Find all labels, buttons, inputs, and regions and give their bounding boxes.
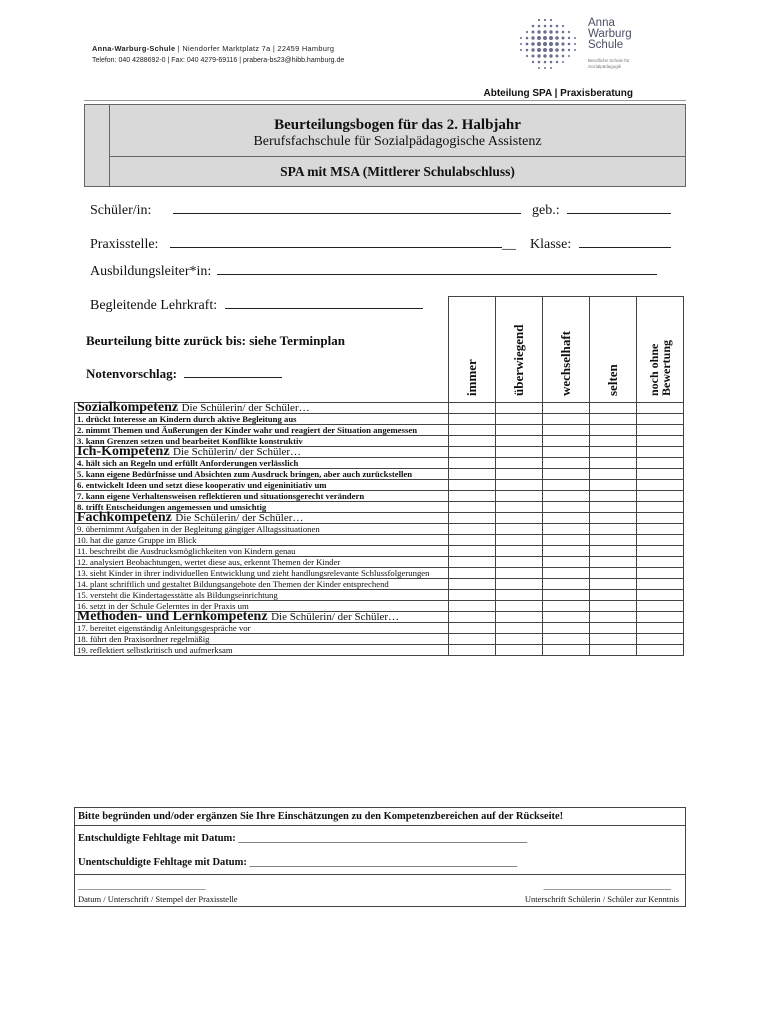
rating-cell[interactable]: [637, 645, 684, 656]
rating-cell[interactable]: [543, 590, 590, 601]
item-row: [75, 634, 684, 645]
school-contact: Telefon: 040 4288692-0 | Fax: 040 4279-69116 | prabera-bs23@hibb.hamburg.de: [92, 57, 345, 64]
title-box: [84, 104, 686, 187]
rating-cell[interactable]: [496, 568, 543, 579]
rating-cell[interactable]: [590, 590, 637, 601]
return-note: Beurteilung bitte zurück bis: siehe Terminplan: [86, 333, 345, 348]
item-text: 10. hat die ganze Gruppe im Blick: [75, 535, 449, 546]
rating-cell[interactable]: [543, 557, 590, 568]
rating-cell[interactable]: [637, 502, 684, 513]
logo-line-1: Anna: [588, 17, 615, 29]
rating-cell[interactable]: [449, 425, 496, 436]
item-text: 6. entwickelt Ideen und setzt diese kooperativ und eigeninitiativ um: [75, 480, 449, 491]
column-noch-ohne-bewertung-label: [648, 340, 672, 396]
department-label: Abteilung SPA | Praxisberatung: [483, 88, 633, 99]
assessment-table: [74, 296, 684, 656]
section-subtitle: Die Schülerin/ der Schüler…: [175, 512, 304, 524]
rating-cell[interactable]: [449, 623, 496, 634]
rating-cell[interactable]: [449, 535, 496, 546]
rating-cell[interactable]: [449, 491, 496, 502]
excused-line[interactable]: _______________________________________________________: [238, 833, 528, 844]
unexcused-row: [78, 856, 682, 870]
item-row: [75, 480, 684, 491]
rating-cell[interactable]: [496, 524, 543, 535]
rating-cell[interactable]: [590, 469, 637, 480]
logo-subtitle: [588, 58, 630, 70]
rating-cell[interactable]: [637, 458, 684, 469]
item-text: 4. hält sich an Regeln und erfüllt Anforderungen verlässlich: [75, 458, 449, 469]
born-field: [532, 202, 671, 219]
column-selten: [590, 297, 637, 403]
rating-cell[interactable]: [543, 414, 590, 425]
rating-cell[interactable]: [590, 458, 637, 469]
student-input-line[interactable]: [173, 202, 521, 214]
column-selten-label: selten: [605, 364, 620, 396]
justify-note-row: [74, 807, 686, 825]
rating-cell[interactable]: [590, 535, 637, 546]
item-text: 1. drückt Interesse an Kindern durch aktive Begleitung aus: [75, 414, 449, 425]
rating-cell[interactable]: [496, 513, 543, 524]
class-input-line[interactable]: [579, 236, 671, 248]
rating-cell[interactable]: [449, 414, 496, 425]
rating-cell[interactable]: [449, 612, 496, 623]
header-row: [75, 297, 684, 403]
rating-cell[interactable]: [449, 469, 496, 480]
column-immer: [449, 297, 496, 403]
excused-label: Entschuldigte Fehltage mit Datum:: [78, 833, 236, 844]
rating-cell[interactable]: [590, 579, 637, 590]
column-wechselhaft-label: wechselhaft: [558, 331, 573, 396]
item-text: 17. bereitet eigenständig Anleitungsgespräche vor: [75, 623, 449, 634]
rating-cell[interactable]: [543, 469, 590, 480]
rating-cell[interactable]: [637, 414, 684, 425]
rating-cell[interactable]: [590, 502, 637, 513]
section-header-row: [75, 403, 684, 414]
rating-cell[interactable]: [590, 403, 637, 414]
rating-cell[interactable]: [449, 645, 496, 656]
rating-cell[interactable]: [496, 447, 543, 458]
rating-cell[interactable]: [637, 403, 684, 414]
rating-cell[interactable]: [590, 414, 637, 425]
item-row: [75, 568, 684, 579]
rating-cell[interactable]: [449, 403, 496, 414]
item-text: 14. plant schriftlich und gestaltet Bildungsangebote den Themen der Kinder entsprechend: [75, 579, 449, 590]
practice-field: [90, 236, 516, 253]
school-header: [92, 44, 334, 53]
sig-line-right[interactable]: ______________________________: [543, 881, 671, 891]
rating-cell[interactable]: [637, 634, 684, 645]
excused-row: [78, 832, 682, 846]
rating-cell[interactable]: [543, 425, 590, 436]
unexcused-label: Unentschuldigte Fehltage mit Datum:: [78, 857, 247, 868]
logo-line-3: Schule: [588, 39, 624, 51]
rating-cell[interactable]: [543, 623, 590, 634]
item-row: [75, 546, 684, 557]
rating-cell[interactable]: [449, 480, 496, 491]
rating-cell[interactable]: [637, 480, 684, 491]
rating-cell[interactable]: [637, 557, 684, 568]
item-row: [75, 425, 684, 436]
document-subtitle: Berufsfachschule für Sozialpädagogische Assistenz: [253, 134, 542, 149]
rating-cell[interactable]: [543, 436, 590, 447]
born-label: geb.:: [532, 203, 560, 218]
rating-cell[interactable]: [496, 414, 543, 425]
rating-cell[interactable]: [543, 403, 590, 414]
rating-cell[interactable]: [543, 502, 590, 513]
item-text: 5. kann eigene Bedürfnisse und Absichten zum Ausdruck bringen, aber auch zurückstellen: [75, 469, 449, 480]
rating-cell[interactable]: [496, 436, 543, 447]
school-address: | Niendorfer Marktplatz 7a | 22459 Hamburg: [175, 44, 335, 53]
rating-cell[interactable]: [496, 469, 543, 480]
rating-cell[interactable]: [637, 579, 684, 590]
item-row: [75, 414, 684, 425]
item-row: [75, 623, 684, 634]
justify-note: Bitte begründen und/oder ergänzen Sie Ihre Einschätzungen zu den Kompetenzbereichen auf der Rückseite!: [78, 811, 564, 822]
column-5-line-1: noch ohne: [647, 343, 661, 396]
section-subtitle: Die Schülerin/ der Schüler…: [181, 402, 310, 414]
rating-cell[interactable]: [543, 645, 590, 656]
rating-cell[interactable]: [543, 601, 590, 612]
teacher-label: Begleitende Lehrkraft:: [90, 298, 218, 313]
rating-cell[interactable]: [496, 425, 543, 436]
rating-cell[interactable]: [590, 436, 637, 447]
title-inner: [109, 105, 685, 186]
rating-cell[interactable]: [496, 458, 543, 469]
header-divider: [84, 100, 686, 101]
column-ueberwiegend-label: überwiegend: [511, 324, 526, 396]
rating-cell[interactable]: [637, 436, 684, 447]
student-label: Schüler/in:: [90, 203, 152, 218]
section-title: [75, 510, 449, 525]
rating-cell[interactable]: [543, 524, 590, 535]
practice-input-line[interactable]: [170, 236, 502, 248]
program-title: SPA mit MSA (Mittlerer Schulabschluss): [280, 164, 515, 179]
rating-cell[interactable]: [496, 612, 543, 623]
item-row: [75, 491, 684, 502]
footer: [74, 807, 686, 907]
rating-cell[interactable]: [496, 645, 543, 656]
logo-sub-2: Sozialpädagogik: [588, 64, 622, 69]
class-field: [530, 236, 671, 253]
column-noch-ohne-bewertung: [637, 297, 684, 403]
item-text: 18. führt den Praxisordner regelmäßig: [75, 634, 449, 645]
rating-cell[interactable]: [543, 579, 590, 590]
rating-cell[interactable]: [637, 590, 684, 601]
section-header-row: [75, 612, 684, 623]
absence-block: [74, 825, 686, 874]
sig-right-label: Unterschrift Schülerin / Schüler zur Kenntnis: [524, 894, 679, 904]
born-input-line[interactable]: [567, 202, 671, 214]
rating-cell[interactable]: [543, 568, 590, 579]
rating-cell[interactable]: [543, 612, 590, 623]
rating-cell[interactable]: [449, 458, 496, 469]
item-text: 9. übernimmt Aufgaben in der Begleitung gängiger Alltagssituationen: [75, 524, 449, 535]
rating-cell[interactable]: [449, 524, 496, 535]
rating-cell[interactable]: [543, 480, 590, 491]
item-row: [75, 590, 684, 601]
sig-left-label: Datum / Unterschrift / Stempel der Praxisstelle: [78, 894, 238, 904]
rating-cell[interactable]: [637, 546, 684, 557]
school-logo-dots: [515, 14, 655, 78]
rating-cell[interactable]: [449, 590, 496, 601]
rating-cell[interactable]: [543, 634, 590, 645]
rating-cell[interactable]: [449, 502, 496, 513]
rating-cell[interactable]: [590, 601, 637, 612]
rating-cell[interactable]: [496, 491, 543, 502]
rating-cell[interactable]: [590, 491, 637, 502]
item-text: 7. kann eigene Verhaltensweisen reflektieren und situationsgerecht verändern: [75, 491, 449, 502]
rating-cell[interactable]: [449, 568, 496, 579]
rating-cell[interactable]: [637, 612, 684, 623]
rating-cell[interactable]: [590, 480, 637, 491]
unexcused-line[interactable]: ___________________________________________________: [249, 857, 518, 868]
section-header-row: [75, 513, 684, 524]
column-immer-label: immer: [464, 359, 479, 396]
rating-cell[interactable]: [449, 579, 496, 590]
rating-cell[interactable]: [590, 447, 637, 458]
item-text: 13. sieht Kinder in ihrer individuellen Entwicklung und zieht handlungsrelevante Schlussfolgerungen: [75, 568, 449, 579]
column-wechselhaft: [543, 297, 590, 403]
rating-cell[interactable]: [449, 634, 496, 645]
rating-cell[interactable]: [590, 557, 637, 568]
rating-cell[interactable]: [543, 546, 590, 557]
item-text: 2. nimmt Themen und Äußerungen der Kinder wahr und reagiert der Situation angemessen: [75, 425, 449, 436]
item-row: [75, 535, 684, 546]
section-title-text: Ich-Kompetenz: [77, 444, 170, 459]
rating-cell[interactable]: [590, 568, 637, 579]
rating-cell[interactable]: [543, 535, 590, 546]
document-title: Beurteilungsbogen für das 2. Halbjahr: [274, 117, 521, 133]
item-text: 12. analysiert Beobachtungen, wertet diese aus, erkennt Themen der Kinder: [75, 557, 449, 568]
rating-cell[interactable]: [637, 568, 684, 579]
rating-cell[interactable]: [637, 535, 684, 546]
rating-cell[interactable]: [496, 502, 543, 513]
section-subtitle: Die Schülerin/ der Schüler…: [271, 611, 400, 623]
section-subtitle: Die Schülerin/ der Schüler…: [173, 446, 302, 458]
item-text: 11. beschreibt die Ausdrucksmöglichkeiten von Kindern genau: [75, 546, 449, 557]
rating-cell[interactable]: [590, 524, 637, 535]
rating-cell[interactable]: [496, 634, 543, 645]
item-text: 15. versteht die Kindertagesstätte als Bildungseinrichtung: [75, 590, 449, 601]
rating-cell[interactable]: [590, 513, 637, 524]
item-row: [75, 524, 684, 535]
item-text: 16. setzt in der Schule Gelerntes in der Praxis um: [75, 601, 449, 612]
rating-cell[interactable]: [496, 601, 543, 612]
grade-label: Notenvorschlag:: [86, 366, 177, 381]
column-5-line-2: Bewertung: [659, 340, 673, 396]
rating-cell[interactable]: [590, 645, 637, 656]
rating-cell[interactable]: [449, 546, 496, 557]
rating-cell[interactable]: [543, 458, 590, 469]
rating-cell[interactable]: [496, 535, 543, 546]
rating-cell[interactable]: [637, 601, 684, 612]
rating-cell[interactable]: [637, 447, 684, 458]
rating-cell[interactable]: [449, 601, 496, 612]
rating-cell[interactable]: [496, 590, 543, 601]
section-title-text: Fachkompetenz: [77, 510, 172, 525]
header-spacer: [75, 297, 449, 403]
item-text: 3. kann Grenzen setzen und bearbeitet Konflikte konstruktiv: [75, 436, 449, 447]
rating-cell[interactable]: [449, 557, 496, 568]
rating-cell[interactable]: [496, 579, 543, 590]
rating-cell[interactable]: [449, 436, 496, 447]
practice-tail: __: [501, 237, 516, 252]
sig-line-left[interactable]: ______________________________: [78, 881, 206, 891]
logo-sub-1: Berufliche Schule für: [588, 58, 630, 63]
section-title-text: Methoden- und Lernkompetenz: [77, 609, 268, 624]
item-row: [75, 469, 684, 480]
rating-cell[interactable]: [543, 447, 590, 458]
rating-cell[interactable]: [637, 513, 684, 524]
practice-label: Praxisstelle:: [90, 237, 159, 252]
student-field: [90, 202, 521, 219]
logo-wordmark: [588, 18, 632, 51]
school-name: Anna-Warburg-Schule: [92, 44, 176, 53]
rating-cell[interactable]: [543, 513, 590, 524]
signature-block: [74, 874, 686, 907]
item-row: [75, 458, 684, 469]
class-label: Klasse:: [530, 237, 572, 252]
trainer-input-line[interactable]: [217, 263, 657, 275]
rating-cell[interactable]: [496, 623, 543, 634]
rating-cell[interactable]: [496, 480, 543, 491]
rating-cell[interactable]: [590, 425, 637, 436]
section-title: [75, 609, 449, 624]
rating-cell[interactable]: [637, 425, 684, 436]
section-title-text: Sozialkompetenz: [77, 400, 179, 415]
rating-cell[interactable]: [637, 491, 684, 502]
trainer-field: [90, 263, 657, 280]
trainer-label: Ausbildungsleiter*in:: [90, 264, 212, 279]
rating-cell[interactable]: [496, 403, 543, 414]
column-ueberwiegend: [496, 297, 543, 403]
item-text: 19. reflektiert selbstkritisch und aufmerksam: [75, 645, 449, 656]
logo-line-2: Warburg: [588, 28, 632, 40]
rating-cell[interactable]: [637, 469, 684, 480]
rating-cell[interactable]: [496, 546, 543, 557]
rating-cell[interactable]: [449, 513, 496, 524]
rating-cell[interactable]: [637, 524, 684, 535]
rating-cell[interactable]: [449, 447, 496, 458]
rating-cell[interactable]: [590, 623, 637, 634]
rating-cell[interactable]: [496, 557, 543, 568]
section-title: [75, 400, 449, 415]
rating-cell[interactable]: [590, 546, 637, 557]
rating-cell[interactable]: [590, 612, 637, 623]
item-row: [75, 645, 684, 656]
item-row: [75, 579, 684, 590]
rating-cell[interactable]: [543, 491, 590, 502]
section-title: [75, 444, 449, 459]
title-divider: [110, 156, 685, 157]
rating-cell[interactable]: [637, 623, 684, 634]
rating-cell[interactable]: [590, 634, 637, 645]
item-row: [75, 557, 684, 568]
section-header-row: [75, 447, 684, 458]
item-text: 8. trifft Entscheidungen angemessen und umsichtig: [75, 502, 449, 513]
